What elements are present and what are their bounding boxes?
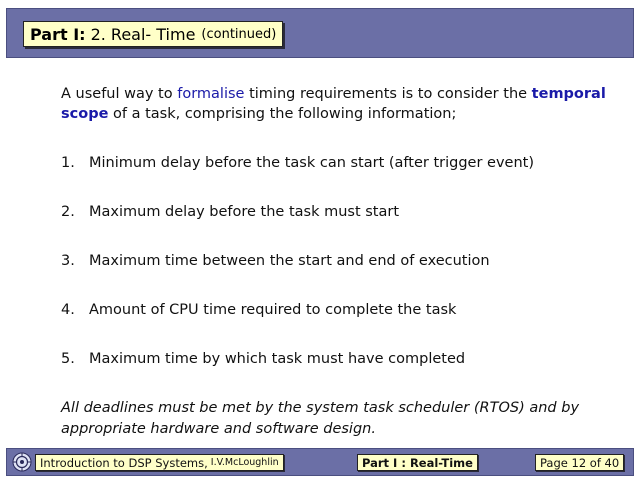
list-text: Maximum delay before the task must start xyxy=(89,204,400,220)
page-number: Page 12 of 40 xyxy=(535,454,624,471)
list-text: Amount of CPU time required to complete the task xyxy=(89,302,457,318)
term-formalise: formalise xyxy=(177,86,245,102)
footer-author: I.V.McLoughlin xyxy=(210,457,279,468)
intro-paragraph xyxy=(61,84,621,124)
title-text: 2. Real- Time xyxy=(90,24,196,44)
list-number: 1. xyxy=(61,155,75,171)
title-part-label: Part I: xyxy=(30,24,86,44)
closing-paragraph: All deadlines must be met by the system task scheduler (RTOS) and by appropriate hardware and software design. xyxy=(61,400,580,437)
footer-section-label xyxy=(357,454,478,471)
list-item xyxy=(61,201,399,223)
list-text: Minimum delay before the task can start (after trigger event) xyxy=(89,155,534,171)
footer-section-name: Real-Time xyxy=(409,455,473,470)
list-item xyxy=(61,152,534,174)
title-continued: (continued) xyxy=(201,26,277,42)
list-text: Maximum time by which task must have completed xyxy=(89,351,466,367)
footer-section: Part I : xyxy=(362,455,406,470)
list-number: 2. xyxy=(61,204,75,220)
header-bar xyxy=(6,8,634,58)
intro-block xyxy=(61,84,621,124)
intro-text-2: timing requirements is to consider the xyxy=(244,86,532,102)
footer-bar xyxy=(6,448,634,476)
footer-course: Introduction to DSP Systems, xyxy=(40,455,208,470)
intro-text-3: of a task, comprising the following information; xyxy=(108,106,457,122)
list-number: 5. xyxy=(61,351,75,367)
footer-course-label xyxy=(35,454,284,471)
list-text: Maximum time between the start and end of execution xyxy=(89,253,490,269)
list-item xyxy=(61,299,456,321)
slide-title xyxy=(23,21,283,47)
intro-text-1: A useful way to xyxy=(61,86,178,102)
term-temporal-scope: temporal scope xyxy=(61,86,606,122)
list-item xyxy=(61,348,465,370)
list-item xyxy=(61,250,490,272)
university-logo-icon xyxy=(12,452,32,472)
list-number: 3. xyxy=(61,253,75,269)
list-number: 4. xyxy=(61,302,75,318)
